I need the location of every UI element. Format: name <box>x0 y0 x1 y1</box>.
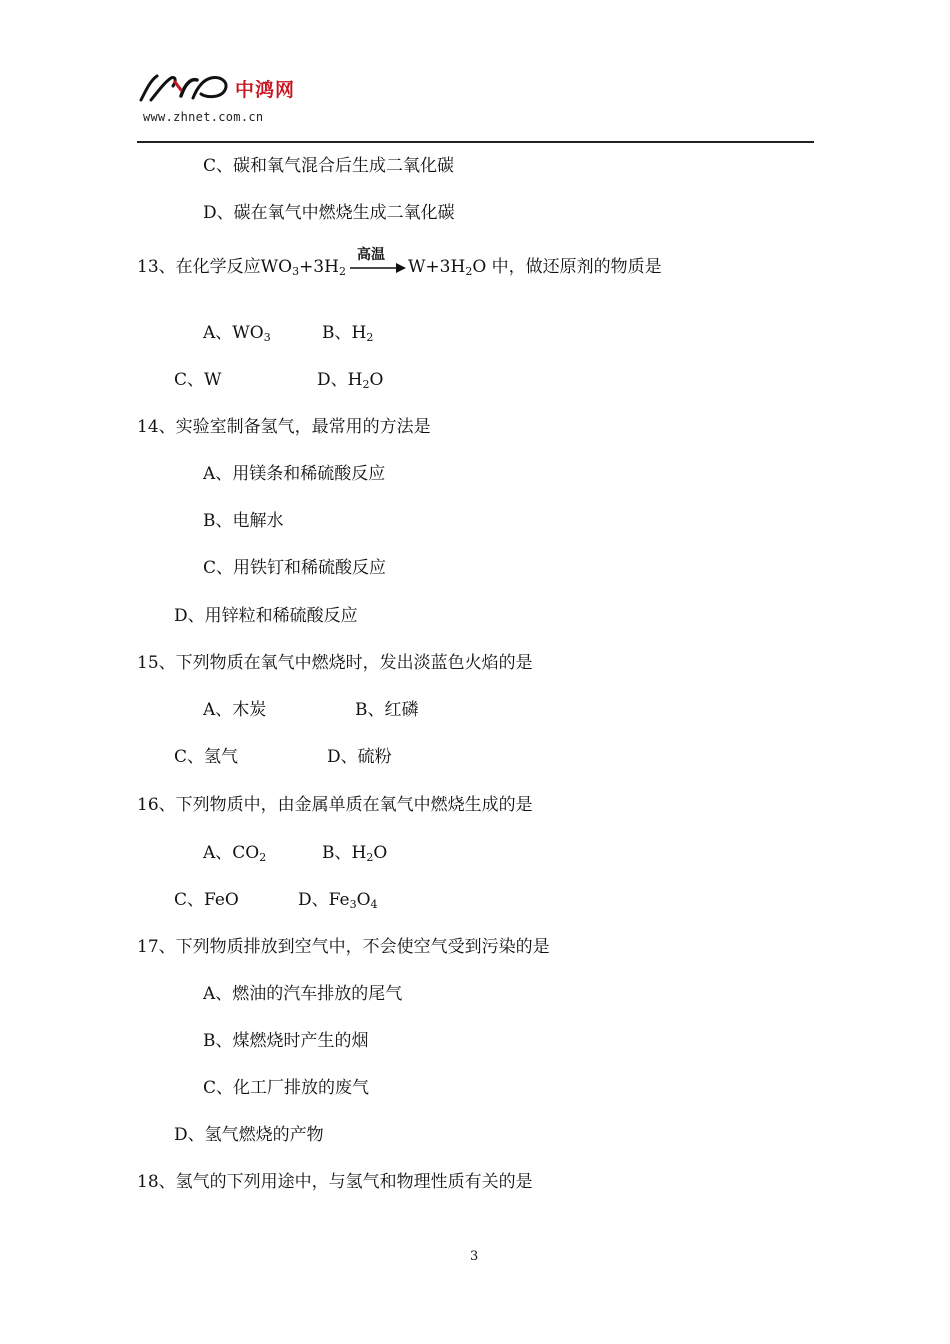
question-17: 17、下列物质排放到空气中，不会使空气受到污染的是 <box>137 937 550 957</box>
option-q15-a: A、木炭 <box>203 700 267 720</box>
option-q12-d: D、碳在氧气中燃烧生成二氧化碳 <box>203 203 455 223</box>
q13-reactant-1-sub: 3 <box>292 265 300 278</box>
option-q16-a <box>203 843 266 868</box>
q13d-sub: 2 <box>362 378 370 391</box>
option-q15-c: C、氢气 <box>174 747 239 767</box>
reaction-condition: 高温 <box>356 246 385 263</box>
q16d-sub-2: 4 <box>370 898 378 911</box>
option-q12-c: C、碳和氧气混合后生成二氧化碳 <box>203 156 455 176</box>
q16a-sub: 2 <box>259 851 267 864</box>
option-q14-a: A、用镁条和稀硫酸反应 <box>203 464 386 484</box>
question-18: 18、氢气的下列用途中，与氢气和物理性质有关的是 <box>137 1172 533 1192</box>
q16b-text: B、H <box>322 843 367 863</box>
option-q16-d <box>298 890 378 915</box>
question-16: 16、下列物质中，由金属单质在氧气中燃烧生成的是 <box>137 795 533 815</box>
option-q15-b: B、红磷 <box>355 700 419 720</box>
brand-url: www.zhnet.com.cn <box>143 110 264 124</box>
q13a-sub: 3 <box>263 331 271 344</box>
option-q13-a <box>203 323 271 348</box>
q13-tail: O 中，做还原剂的物质是 <box>472 257 662 277</box>
question-14: 14、实验室制备氢气，最常用的方法是 <box>137 417 431 437</box>
option-q13-b <box>322 323 373 348</box>
zhnet-logo-icon <box>137 70 232 106</box>
option-q17-b: B、煤燃烧时产生的烟 <box>203 1031 369 1051</box>
option-q13-c: C、W <box>174 370 222 390</box>
option-q16-b <box>322 843 387 868</box>
option-q14-c: C、用铁钉和稀硫酸反应 <box>203 558 387 578</box>
brand-name: 中鸿网 <box>235 79 296 101</box>
question-15: 15、下列物质在氧气中燃烧时，发出淡蓝色火焰的是 <box>137 653 533 673</box>
q13-plus: +3H <box>299 257 339 277</box>
reaction-arrow <box>348 246 406 278</box>
q13b-sub: 2 <box>366 331 374 344</box>
q16b-sub: 2 <box>366 851 374 864</box>
option-q15-d: D、硫粉 <box>327 747 392 767</box>
header-divider <box>137 141 814 143</box>
q16d-text: D、Fe <box>298 890 350 910</box>
option-q17-a: A、燃油的汽车排放的尾气 <box>203 984 403 1004</box>
q13b-text: B、H <box>322 323 367 343</box>
option-q14-d: D、用锌粒和稀硫酸反应 <box>174 606 358 626</box>
option-q14-b: B、电解水 <box>203 511 284 531</box>
q13-reactant-1: WO <box>260 257 293 277</box>
page-header <box>137 68 814 144</box>
q16d-sub-1: 3 <box>349 898 357 911</box>
option-q13-d <box>317 370 383 395</box>
q13d-text: D、H <box>317 370 363 390</box>
question-13 <box>137 246 662 282</box>
option-q17-c: C、化工厂排放的废气 <box>203 1078 370 1098</box>
q16b-tail: O <box>373 843 388 863</box>
page-number: 3 <box>470 1249 479 1264</box>
q13d-tail: O <box>369 370 384 390</box>
q13a-text: A、WO <box>203 323 264 343</box>
q13-products: W+3H <box>407 257 466 277</box>
q13-reactant-2-sub: 2 <box>338 265 346 278</box>
q16a-text: A、CO <box>203 843 260 863</box>
option-q17-d: D、氢气燃烧的产物 <box>174 1125 324 1145</box>
q13-product-sub: 2 <box>465 265 473 278</box>
option-q16-c: C、FeO <box>174 890 239 910</box>
q13-number: 13、在化学反应 <box>137 257 261 277</box>
q16d-mid: O <box>356 890 371 910</box>
